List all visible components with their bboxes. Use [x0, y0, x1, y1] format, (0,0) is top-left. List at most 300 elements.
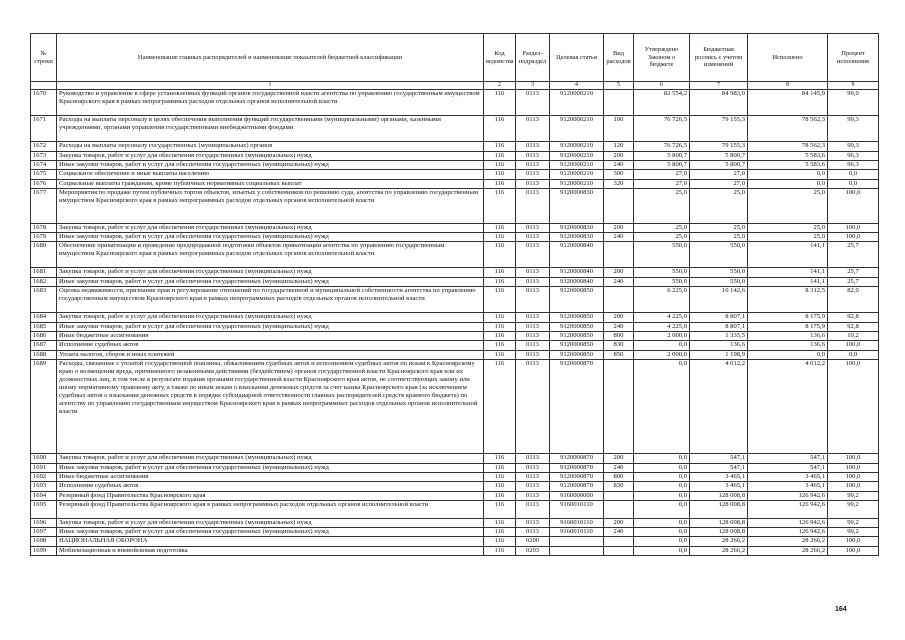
target-article-cell: 9120000870	[550, 482, 604, 491]
department-code-cell: 116	[484, 501, 516, 519]
expense-kind-cell	[604, 242, 634, 268]
row-number-cell: 1674	[31, 160, 57, 169]
section-cell: 0113	[516, 287, 550, 313]
section-cell: 0113	[516, 233, 550, 242]
column-number: 8	[748, 82, 828, 90]
executed-amount-cell: 78 562,3	[748, 116, 828, 142]
percent-cell: 0,0	[828, 170, 879, 179]
row-number-cell: 1695	[31, 501, 57, 519]
target-article-cell: 9120000850	[550, 287, 604, 313]
approved-amount-cell: 550,0	[634, 268, 690, 277]
percent-cell: 82,0	[828, 287, 879, 313]
budget-plan-cell: 27,0	[690, 170, 748, 179]
expense-kind-cell: 200	[604, 223, 634, 232]
department-code-cell: 116	[484, 454, 516, 463]
target-article-cell: 9120000210	[550, 151, 604, 160]
executed-amount-cell: 0,0	[748, 350, 828, 359]
percent-cell: 100,0	[828, 454, 879, 463]
row-number-cell: 1675	[31, 170, 57, 179]
expense-kind-cell	[604, 501, 634, 519]
budget-plan-cell: 1 198,9	[690, 350, 748, 359]
target-article-cell: 9120000830	[550, 223, 604, 232]
budget-plan-cell: 136,6	[690, 341, 748, 350]
approved-amount-cell: 76 726,5	[634, 142, 690, 151]
table-header	[31, 34, 879, 90]
approved-amount-cell: 27,0	[634, 179, 690, 188]
row-name-cell: Закупка товаров, работ и услуг для обеспечения государственных (муниципальных) нужд	[57, 454, 484, 463]
executed-amount-cell: 547,1	[748, 463, 828, 472]
percent-cell: 100,0	[828, 472, 879, 481]
executed-amount-cell: 126 942,6	[748, 491, 828, 500]
target-article-cell: 9160010110	[550, 501, 604, 519]
target-article-cell: 9120000210	[550, 170, 604, 179]
executed-amount-cell: 25,0	[748, 189, 828, 224]
row-number-cell: 1673	[31, 151, 57, 160]
percent-cell: 100,0	[828, 482, 879, 491]
row-name-cell: Уплата налогов, сборов и иных платежей	[57, 350, 484, 359]
executed-amount-cell: 5 583,6	[748, 151, 828, 160]
department-code-cell: 116	[484, 518, 516, 527]
percent-cell: 25,7	[828, 242, 879, 268]
executed-amount-cell: 78 562,3	[748, 142, 828, 151]
section-cell: 0113	[516, 277, 550, 286]
target-article-cell: 9120000830	[550, 233, 604, 242]
expense-kind-cell: 200	[604, 313, 634, 322]
section-cell: 0113	[516, 482, 550, 491]
department-code-cell: 116	[484, 360, 516, 454]
section-cell: 0113	[516, 90, 550, 116]
row-name-cell: Исполнение судебных актов	[57, 482, 484, 491]
table-row	[31, 454, 879, 463]
expense-kind-cell	[604, 491, 634, 500]
table-row	[31, 482, 879, 491]
row-number-cell: 1692	[31, 472, 57, 481]
table-row	[31, 472, 879, 481]
expense-kind-cell: 240	[604, 528, 634, 537]
department-code-cell: 116	[484, 491, 516, 500]
budget-plan-cell: 79 155,3	[690, 142, 748, 151]
column-number: 1	[57, 82, 484, 90]
section-cell: 0113	[516, 142, 550, 151]
section-cell: 0113	[516, 472, 550, 481]
department-code-cell: 116	[484, 528, 516, 537]
department-code-cell: 116	[484, 268, 516, 277]
target-article-cell: 9120000850	[550, 341, 604, 350]
row-name-cell: Иные закупки товаров, работ и услуг для обеспечения государственных (муниципальных) нужд	[57, 463, 484, 472]
percent-cell: 100,0	[828, 546, 879, 555]
table-row	[31, 528, 879, 537]
row-name-cell: Оценка недвижимости, признание прав и регулирование отношений по государственной и муниципальной собственности агентства по управлению государственным имуществом Красноярского края в рамках непрограммных расходов отдельных органов исполнительной власти	[57, 287, 484, 313]
percent-cell: 100,0	[828, 360, 879, 454]
approved-amount-cell: 6 225,0	[634, 287, 690, 313]
approved-amount-cell: 550,0	[634, 242, 690, 268]
target-article-cell: 9120000870	[550, 360, 604, 454]
table-body	[31, 90, 879, 556]
row-number-cell: 1682	[31, 277, 57, 286]
expense-kind-cell: 800	[604, 472, 634, 481]
executed-amount-cell: 8 175,9	[748, 313, 828, 322]
row-number-cell: 1683	[31, 287, 57, 313]
target-article-cell: 9120000850	[550, 350, 604, 359]
executed-amount-cell: 25,0	[748, 223, 828, 232]
table-row	[31, 223, 879, 232]
executed-amount-cell: 141,1	[748, 242, 828, 268]
department-code-cell: 116	[484, 350, 516, 359]
expense-kind-cell	[604, 360, 634, 454]
table-row	[31, 151, 879, 160]
approved-amount-cell: 25,0	[634, 223, 690, 232]
budget-plan-cell: 84 983,0	[690, 90, 748, 116]
executed-amount-cell: 141,1	[748, 277, 828, 286]
table-row	[31, 360, 879, 454]
table-row	[31, 142, 879, 151]
section-cell: 0113	[516, 360, 550, 454]
row-name-cell: Социальное обеспечение и иные выплаты населению	[57, 170, 484, 179]
row-number-cell: 1686	[31, 331, 57, 340]
section-cell: 0113	[516, 160, 550, 169]
row-number-cell: 1697	[31, 528, 57, 537]
percent-cell: 99,2	[828, 501, 879, 519]
approved-amount-cell: 0,0	[634, 501, 690, 519]
section-cell: 0113	[516, 170, 550, 179]
percent-cell: 100,0	[828, 537, 879, 546]
table-row	[31, 242, 879, 268]
row-number-cell: 1696	[31, 518, 57, 527]
target-article-cell	[550, 537, 604, 546]
target-article-cell: 9120000210	[550, 142, 604, 151]
department-code-cell: 116	[484, 287, 516, 313]
approved-amount-cell: 0,0	[634, 360, 690, 454]
budget-plan-cell: 547,1	[690, 463, 748, 472]
section-cell: 0113	[516, 454, 550, 463]
department-code-cell: 116	[484, 233, 516, 242]
expense-kind-cell: 200	[604, 268, 634, 277]
column-number: 6	[634, 82, 690, 90]
executed-amount-cell: 126 942,6	[748, 528, 828, 537]
executed-amount-cell: 28 266,2	[748, 537, 828, 546]
percent-cell: 0,0	[828, 179, 879, 188]
table-row	[31, 491, 879, 500]
row-name-cell: Закупка товаров, работ и услуг для обеспечения государственных (муниципальных) нужд	[57, 313, 484, 322]
executed-amount-cell: 547,1	[748, 454, 828, 463]
expense-kind-cell: 240	[604, 322, 634, 331]
budget-plan-cell: 550,0	[690, 242, 748, 268]
section-cell: 0113	[516, 501, 550, 519]
executed-amount-cell: 141,1	[748, 268, 828, 277]
row-name-cell: Иные закупки товаров, работ и услуг для обеспечения государственных (муниципальных) нужд	[57, 322, 484, 331]
approved-amount-cell: 0,0	[634, 546, 690, 555]
column-number: 5	[604, 82, 634, 90]
budget-plan-cell: 25,0	[690, 233, 748, 242]
target-article-cell: 9120000210	[550, 116, 604, 142]
expense-kind-cell: 830	[604, 341, 634, 350]
expense-kind-cell: 200	[604, 151, 634, 160]
column-number: 7	[690, 82, 748, 90]
percent-cell: 99,0	[828, 90, 879, 116]
executed-amount-cell: 136,6	[748, 331, 828, 340]
approved-amount-cell: 82 554,2	[634, 90, 690, 116]
executed-amount-cell: 8 175,9	[748, 322, 828, 331]
table-row	[31, 90, 879, 116]
header-approved: Утверждено Законом о бюджете	[634, 34, 690, 82]
row-name-cell: Мобилизационная и вневойсковая подготовка	[57, 546, 484, 555]
department-code-cell: 116	[484, 242, 516, 268]
target-article-cell: 9120000850	[550, 331, 604, 340]
target-article-cell: 9160010110	[550, 528, 604, 537]
budget-plan-cell: 28 266,2	[690, 537, 748, 546]
header-row-number: № строки	[31, 34, 57, 82]
department-code-cell: 116	[484, 277, 516, 286]
row-number-cell: 1693	[31, 482, 57, 491]
approved-amount-cell: 0,0	[634, 472, 690, 481]
expense-kind-cell: 240	[604, 160, 634, 169]
target-article-cell: 9120000210	[550, 160, 604, 169]
section-cell: 0113	[516, 350, 550, 359]
expense-kind-cell: 830	[604, 482, 634, 491]
approved-amount-cell: 5 800,7	[634, 151, 690, 160]
section-cell: 0113	[516, 116, 550, 142]
percent-cell: 99,2	[828, 528, 879, 537]
department-code-cell: 116	[484, 331, 516, 340]
department-code-cell: 116	[484, 170, 516, 179]
section-cell: 0113	[516, 242, 550, 268]
percent-cell: 25,7	[828, 268, 879, 277]
header-name: Наименование главных распорядителей и наименование показателей бюджетной классификации	[57, 34, 484, 82]
section-cell: 0113	[516, 313, 550, 322]
department-code-cell: 116	[484, 179, 516, 188]
table-row	[31, 501, 879, 519]
section-cell: 0113	[516, 341, 550, 350]
expense-kind-cell	[604, 189, 634, 224]
budget-plan-cell: 4 012,2	[690, 360, 748, 454]
target-article-cell: 9120000870	[550, 463, 604, 472]
executed-amount-cell: 3 465,1	[748, 482, 828, 491]
executed-amount-cell: 126 942,6	[748, 501, 828, 519]
target-article-cell: 9120000830	[550, 189, 604, 224]
percent-cell: 99,2	[828, 491, 879, 500]
expense-kind-cell: 200	[604, 518, 634, 527]
percent-cell: 92,8	[828, 322, 879, 331]
expense-kind-cell: 850	[604, 350, 634, 359]
target-article-cell	[550, 546, 604, 555]
target-article-cell: 9120000870	[550, 454, 604, 463]
department-code-cell: 116	[484, 472, 516, 481]
budget-plan-cell: 79 155,3	[690, 116, 748, 142]
budget-plan-cell: 8 807,1	[690, 322, 748, 331]
expense-kind-cell: 120	[604, 142, 634, 151]
budget-plan-cell: 25,0	[690, 223, 748, 232]
row-name-cell: Закупка товаров, работ и услуг для обеспечения государственных (муниципальных) нужд	[57, 518, 484, 527]
percent-cell: 100,0	[828, 341, 879, 350]
row-name-cell: Иные закупки товаров, работ и услуг для обеспечения государственных (муниципальных) нужд	[57, 528, 484, 537]
row-name-cell: Резервный фонд Правительства Красноярского края в рамках непрограммных расходов отдельных органов исполнительной власти	[57, 501, 484, 519]
target-article-cell: 9120000870	[550, 472, 604, 481]
approved-amount-cell: 4 225,0	[634, 313, 690, 322]
row-number-cell: 1694	[31, 491, 57, 500]
section-cell: 0200	[516, 537, 550, 546]
row-number-cell: 1685	[31, 322, 57, 331]
department-code-cell: 116	[484, 160, 516, 169]
expense-kind-cell	[604, 546, 634, 555]
row-number-cell: 1681	[31, 268, 57, 277]
expense-kind-cell: 240	[604, 233, 634, 242]
row-number-cell: 1698	[31, 537, 57, 546]
budget-plan-cell: 128 008,8	[690, 518, 748, 527]
table-row	[31, 546, 879, 555]
header-expense-kind: Вид расходов	[604, 34, 634, 82]
row-name-cell: Мероприятия по продаже путем публичных торгов объектов, изъятых у собственников по решению суда, агентства по управлению государственным имуществом Красноярского края в рамках непрограммных расходов отдельных органов исполнительной власти	[57, 189, 484, 224]
approved-amount-cell: 0,0	[634, 518, 690, 527]
table-row	[31, 233, 879, 242]
row-name-cell: Закупка товаров, работ и услуг для обеспечения государственных (муниципальных) нужд	[57, 268, 484, 277]
percent-cell: 99,3	[828, 142, 879, 151]
row-name-cell: Иные закупки товаров, работ и услуг для обеспечения государственных (муниципальных) нужд	[57, 160, 484, 169]
row-number-cell: 1687	[31, 341, 57, 350]
expense-kind-cell: 320	[604, 179, 634, 188]
row-number-cell: 1699	[31, 546, 57, 555]
budget-plan-cell: 128 008,8	[690, 501, 748, 519]
row-number-cell: 1671	[31, 116, 57, 142]
budget-plan-cell: 550,0	[690, 268, 748, 277]
executed-amount-cell: 5 583,6	[748, 160, 828, 169]
percent-cell: 100,0	[828, 463, 879, 472]
approved-amount-cell: 550,0	[634, 277, 690, 286]
expense-kind-cell: 800	[604, 331, 634, 340]
column-number-row	[31, 82, 879, 90]
row-number-cell: 1689	[31, 360, 57, 454]
row-number-cell: 1679	[31, 233, 57, 242]
row-name-cell: Обеспечение приватизации и проведение предпродажной подготовки объектов приватизации агентства по управлению государственным имуществом Красноярского края в рамках непрограммных расходов отдельных органов исполнительной власти	[57, 242, 484, 268]
department-code-cell: 116	[484, 313, 516, 322]
target-article-cell: 9120000210	[550, 90, 604, 116]
table-row	[31, 313, 879, 322]
table-row	[31, 350, 879, 359]
column-number: 4	[550, 82, 604, 90]
percent-cell: 100,0	[828, 189, 879, 224]
section-cell: 0113	[516, 463, 550, 472]
section-cell: 0113	[516, 331, 550, 340]
column-number: 9	[828, 82, 879, 90]
expense-kind-cell	[604, 287, 634, 313]
approved-amount-cell: 76 726,5	[634, 116, 690, 142]
executed-amount-cell: 28 266,2	[748, 546, 828, 555]
table-row	[31, 268, 879, 277]
target-article-cell: 9120000850	[550, 313, 604, 322]
row-number-cell: 1678	[31, 223, 57, 232]
budget-plan-cell: 3 465,1	[690, 472, 748, 481]
department-code-cell: 116	[484, 151, 516, 160]
approved-amount-cell: 0,0	[634, 491, 690, 500]
budget-plan-cell: 547,1	[690, 454, 748, 463]
budget-plan-cell: 8 807,1	[690, 313, 748, 322]
executed-amount-cell: 136,6	[748, 341, 828, 350]
department-code-cell: 116	[484, 463, 516, 472]
column-number: 3	[516, 82, 550, 90]
percent-cell: 100,0	[828, 233, 879, 242]
budget-plan-cell: 25,0	[690, 189, 748, 224]
approved-amount-cell: 0,0	[634, 537, 690, 546]
section-cell: 0113	[516, 528, 550, 537]
approved-amount-cell: 2 000,0	[634, 331, 690, 340]
approved-amount-cell: 4 225,0	[634, 322, 690, 331]
row-number-cell: 1684	[31, 313, 57, 322]
section-cell: 0113	[516, 518, 550, 527]
section-cell: 0113	[516, 189, 550, 224]
row-number-cell: 1688	[31, 350, 57, 359]
approved-amount-cell: 2 000,0	[634, 350, 690, 359]
executed-amount-cell: 25,0	[748, 233, 828, 242]
section-cell: 0203	[516, 546, 550, 555]
row-number-cell: 1677	[31, 189, 57, 224]
percent-cell: 92,8	[828, 313, 879, 322]
expense-kind-cell	[604, 537, 634, 546]
table-row	[31, 189, 879, 224]
approved-amount-cell: 0,0	[634, 482, 690, 491]
section-cell: 0113	[516, 491, 550, 500]
table-row	[31, 463, 879, 472]
column-number: 2	[484, 82, 516, 90]
row-name-cell: Расходы на выплаты персоналу в целях обеспечения выполнения функций государственными (муниципальными) органами, казенными учреждениями, органами управления государственными внебюджетными фондами	[57, 116, 484, 142]
expense-kind-cell: 100	[604, 116, 634, 142]
budget-plan-cell: 1 335,5	[690, 331, 748, 340]
header-department-code: Код ведомства	[484, 34, 516, 82]
row-name-cell: Социальные выплаты гражданам, кроме публичных нормативных социальных выплат	[57, 179, 484, 188]
target-article-cell: 9160010110	[550, 518, 604, 527]
percent-cell: 100,0	[828, 223, 879, 232]
row-name-cell: Резервный фонд Правительства Красноярского края	[57, 491, 484, 500]
header-executed: Исполнено	[748, 34, 828, 82]
row-name-cell: Закупка товаров, работ и услуг для обеспечения государственных (муниципальных) нужд	[57, 151, 484, 160]
percent-cell: 96,3	[828, 160, 879, 169]
expense-kind-cell: 300	[604, 170, 634, 179]
expense-kind-cell: 200	[604, 454, 634, 463]
budget-plan-cell: 28 266,2	[690, 546, 748, 555]
budget-plan-cell: 27,0	[690, 179, 748, 188]
department-code-cell: 116	[484, 90, 516, 116]
expense-kind-cell	[604, 90, 634, 116]
row-name-cell: Иные закупки товаров, работ и услуг для обеспечения государственных (муниципальных) нужд	[57, 277, 484, 286]
table-row	[31, 331, 879, 340]
section-cell: 0113	[516, 179, 550, 188]
percent-cell: 99,3	[828, 116, 879, 142]
column-number	[31, 82, 57, 90]
table-row	[31, 179, 879, 188]
section-cell: 0113	[516, 223, 550, 232]
department-code-cell: 116	[484, 322, 516, 331]
section-cell: 0113	[516, 151, 550, 160]
executed-amount-cell: 0,0	[748, 179, 828, 188]
department-code-cell: 116	[484, 546, 516, 555]
target-article-cell: 9120000850	[550, 322, 604, 331]
executed-amount-cell: 3 465,1	[748, 472, 828, 481]
target-article-cell: 9120000210	[550, 179, 604, 188]
row-number-cell: 1691	[31, 463, 57, 472]
table-row	[31, 116, 879, 142]
executed-amount-cell: 84 145,9	[748, 90, 828, 116]
row-name-cell: Исполнение судебных актов	[57, 341, 484, 350]
executed-amount-cell: 126 942,6	[748, 518, 828, 527]
approved-amount-cell: 0,0	[634, 341, 690, 350]
target-article-cell: 9120000840	[550, 242, 604, 268]
header-percent: Процент исполнения	[828, 34, 879, 82]
budget-plan-cell: 3 465,1	[690, 482, 748, 491]
target-article-cell: 9120000840	[550, 277, 604, 286]
table-row	[31, 518, 879, 527]
header-target-article: Целевая статья	[550, 34, 604, 82]
row-number-cell: 1670	[31, 90, 57, 116]
approved-amount-cell: 25,0	[634, 189, 690, 224]
expense-kind-cell: 240	[604, 277, 634, 286]
